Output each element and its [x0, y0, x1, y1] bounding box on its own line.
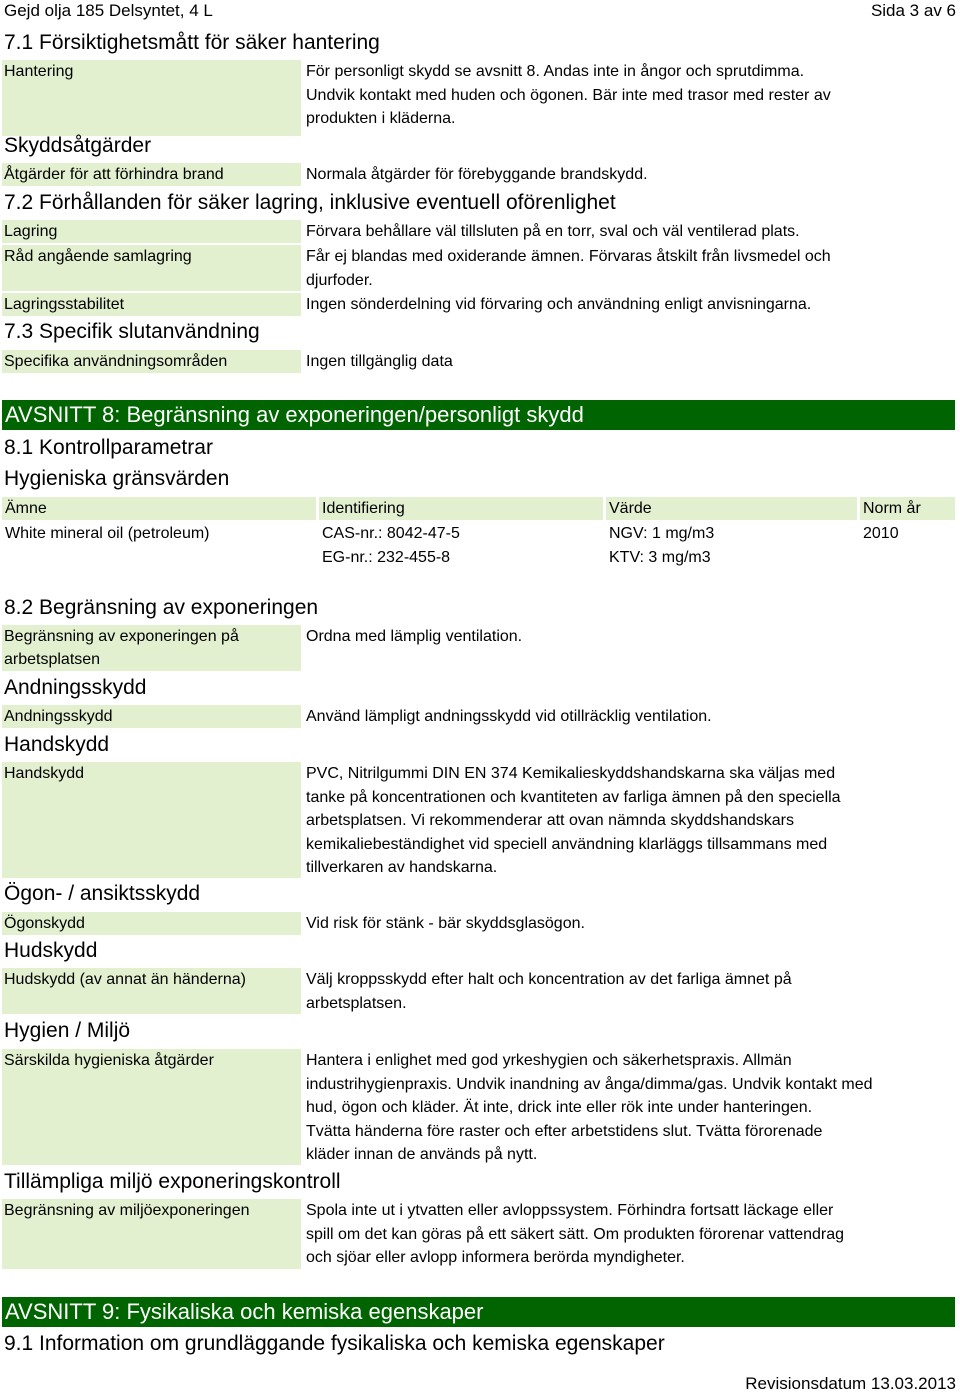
- label-brand: Åtgärder för att förhindra brand: [2, 163, 301, 186]
- heading-miljo-exponering: Tillämpliga miljö exponeringskontroll: [4, 1170, 341, 1193]
- section-8-bar: AVSNITT 8: Begränsning av exponeringen/personligt skydd: [2, 400, 955, 430]
- text-ogonskydd: Vid risk för stänk - bär skyddsglasögon.: [306, 915, 585, 932]
- heading-handskydd: Handskydd: [4, 733, 110, 756]
- label-hygieniska-atgarder: Särskilda hygieniska åtgärder: [2, 1049, 301, 1165]
- text-arbetsplatsen: Ordna med lämplig ventilation.: [306, 628, 523, 645]
- text-miljoexponering: Spola inte ut i ytvatten eller avloppssystem. Förhindra fortsatt läckage eller spill om det kan göras på ett säkert sätt. Om produkten förorenar vattendrag och sjöar eller avlopp informera berörda myndigheter.: [306, 1202, 845, 1266]
- label-handskydd: Handskydd: [2, 762, 301, 878]
- section-7-3-title: 7.3 Specifik slutanvändning: [4, 320, 260, 343]
- section-9-bar: AVSNITT 9: Fysikaliska och kemiska egenskaper: [2, 1297, 955, 1327]
- label-ogonskydd: Ögonskydd: [2, 912, 301, 935]
- table-cell-substance: White mineral oil (petroleum): [5, 525, 210, 542]
- text-hudskydd: Välj kroppsskydd efter halt och koncentration av det farliga ämnet på arbetsplatsen.: [306, 971, 792, 1012]
- product-name: Gejd olja 185 Delsyntet, 4 L: [4, 1, 213, 20]
- text-lagringsstabilitet: Ingen sönderdelning vid förvaring och användning enligt anvisningarna.: [306, 296, 812, 313]
- table-header-identifiering: Identifiering: [319, 497, 603, 520]
- table-cell-identification: CAS-nr.: 8042-47-5 EG-nr.: 232-455-8: [322, 525, 460, 566]
- label-lagring: Lagring: [2, 220, 301, 243]
- table-header-norm-ar: Norm år: [860, 497, 955, 520]
- heading-ogonskydd: Ögon- / ansiktsskydd: [4, 882, 201, 905]
- revision-date: Revisionsdatum 13.03.2013: [745, 1374, 956, 1393]
- page-number: Sida 3 av 6: [870, 1, 956, 20]
- heading-hudskydd: Hudskydd: [4, 939, 98, 962]
- table-header-varde: Värde: [606, 497, 857, 520]
- label-samlagring: Råd angående samlagring: [2, 245, 301, 291]
- text-anvandningsomraden: Ingen tillgänglig data: [306, 353, 453, 370]
- section-8-1-title: 8.1 Kontrollparametrar: [4, 436, 213, 459]
- label-hudskydd: Hudskydd (av annat än händerna): [2, 968, 301, 1014]
- heading-hygieniska-gransvarden: Hygieniska gränsvärden: [4, 467, 230, 490]
- text-hygieniska-atgarder: Hantera i enlighet med god yrkeshygien och säkerhetspraxis. Allmän industrihygienpraxis. Undvik inandning av ånga/dimma/gas. Undvik kontakt med hud, ögon och kläder. Ät inte, drick inte eller rök inte under hanteringen. Tvätta händerna före raster och efter arbetstidens slut. Tvätta förorenade kläder innan de används på nytt.: [306, 1052, 873, 1163]
- heading-andningsskydd: Andningsskydd: [4, 676, 147, 699]
- label-arbetsplatsen: Begränsning av exponeringen på arbetsplatsen: [2, 625, 301, 671]
- section-9-1-title: 9.1 Information om grundläggande fysikaliska och kemiska egenskaper: [4, 1332, 665, 1355]
- text-hantering: För personligt skydd se avsnitt 8. Andas inte in ångor och sprutdimma. Undvik kontakt med huden och ögonen. Bär inte med trasor med rester av produkten i kläderna.: [306, 63, 831, 127]
- label-anvandningsomraden: Specifika användningsområden: [2, 350, 301, 373]
- table-header-amne: Ämne: [2, 497, 316, 520]
- text-brand: Normala åtgärder för förebyggande brandskydd.: [306, 166, 648, 183]
- label-miljoexponering: Begränsning av miljöexponeringen: [2, 1199, 301, 1269]
- heading-hygien-miljo: Hygien / Miljö: [4, 1019, 131, 1042]
- table-cell-year: 2010: [863, 525, 899, 542]
- label-hantering: Hantering: [2, 60, 301, 136]
- section-7-2-title: 7.2 Förhållanden för säker lagring, inklusive eventuell oförenlighet: [4, 191, 616, 214]
- text-lagring: Förvara behållare väl tillsluten på en torr, sval och väl ventilerad plats.: [306, 223, 800, 240]
- text-samlagring: Får ej blandas med oxiderande ämnen. Förvaras åtskilt från livsmedel och djurfoder.: [306, 248, 831, 289]
- text-handskydd: PVC, Nitrilgummi DIN EN 374 Kemikalieskyddshandskarna ska väljas med tanke på koncentrationen och kvantiteten av farliga ämnen på den speciella arbetsplatsen. Vi rekommenderar att ovan nämnda skyddshandskars kemikaliebeständighet vid speciell användning klarläggs tillsammans med tillverkaren av handskarna.: [306, 765, 841, 876]
- section-7-1-title: 7.1 Försiktighetsmått för säker hantering: [4, 31, 380, 54]
- label-andningsskydd: Andningsskydd: [2, 705, 301, 728]
- heading-skyddsatgarder: Skyddsåtgärder: [4, 134, 152, 157]
- text-andningsskydd: Använd lämpligt andningsskydd vid otillräcklig ventilation.: [306, 708, 712, 725]
- table-cell-value: NGV: 1 mg/m3 KTV: 3 mg/m3: [609, 525, 715, 566]
- label-lagringsstabilitet: Lagringsstabilitet: [2, 293, 301, 316]
- section-8-2-title: 8.2 Begränsning av exponeringen: [4, 596, 319, 619]
